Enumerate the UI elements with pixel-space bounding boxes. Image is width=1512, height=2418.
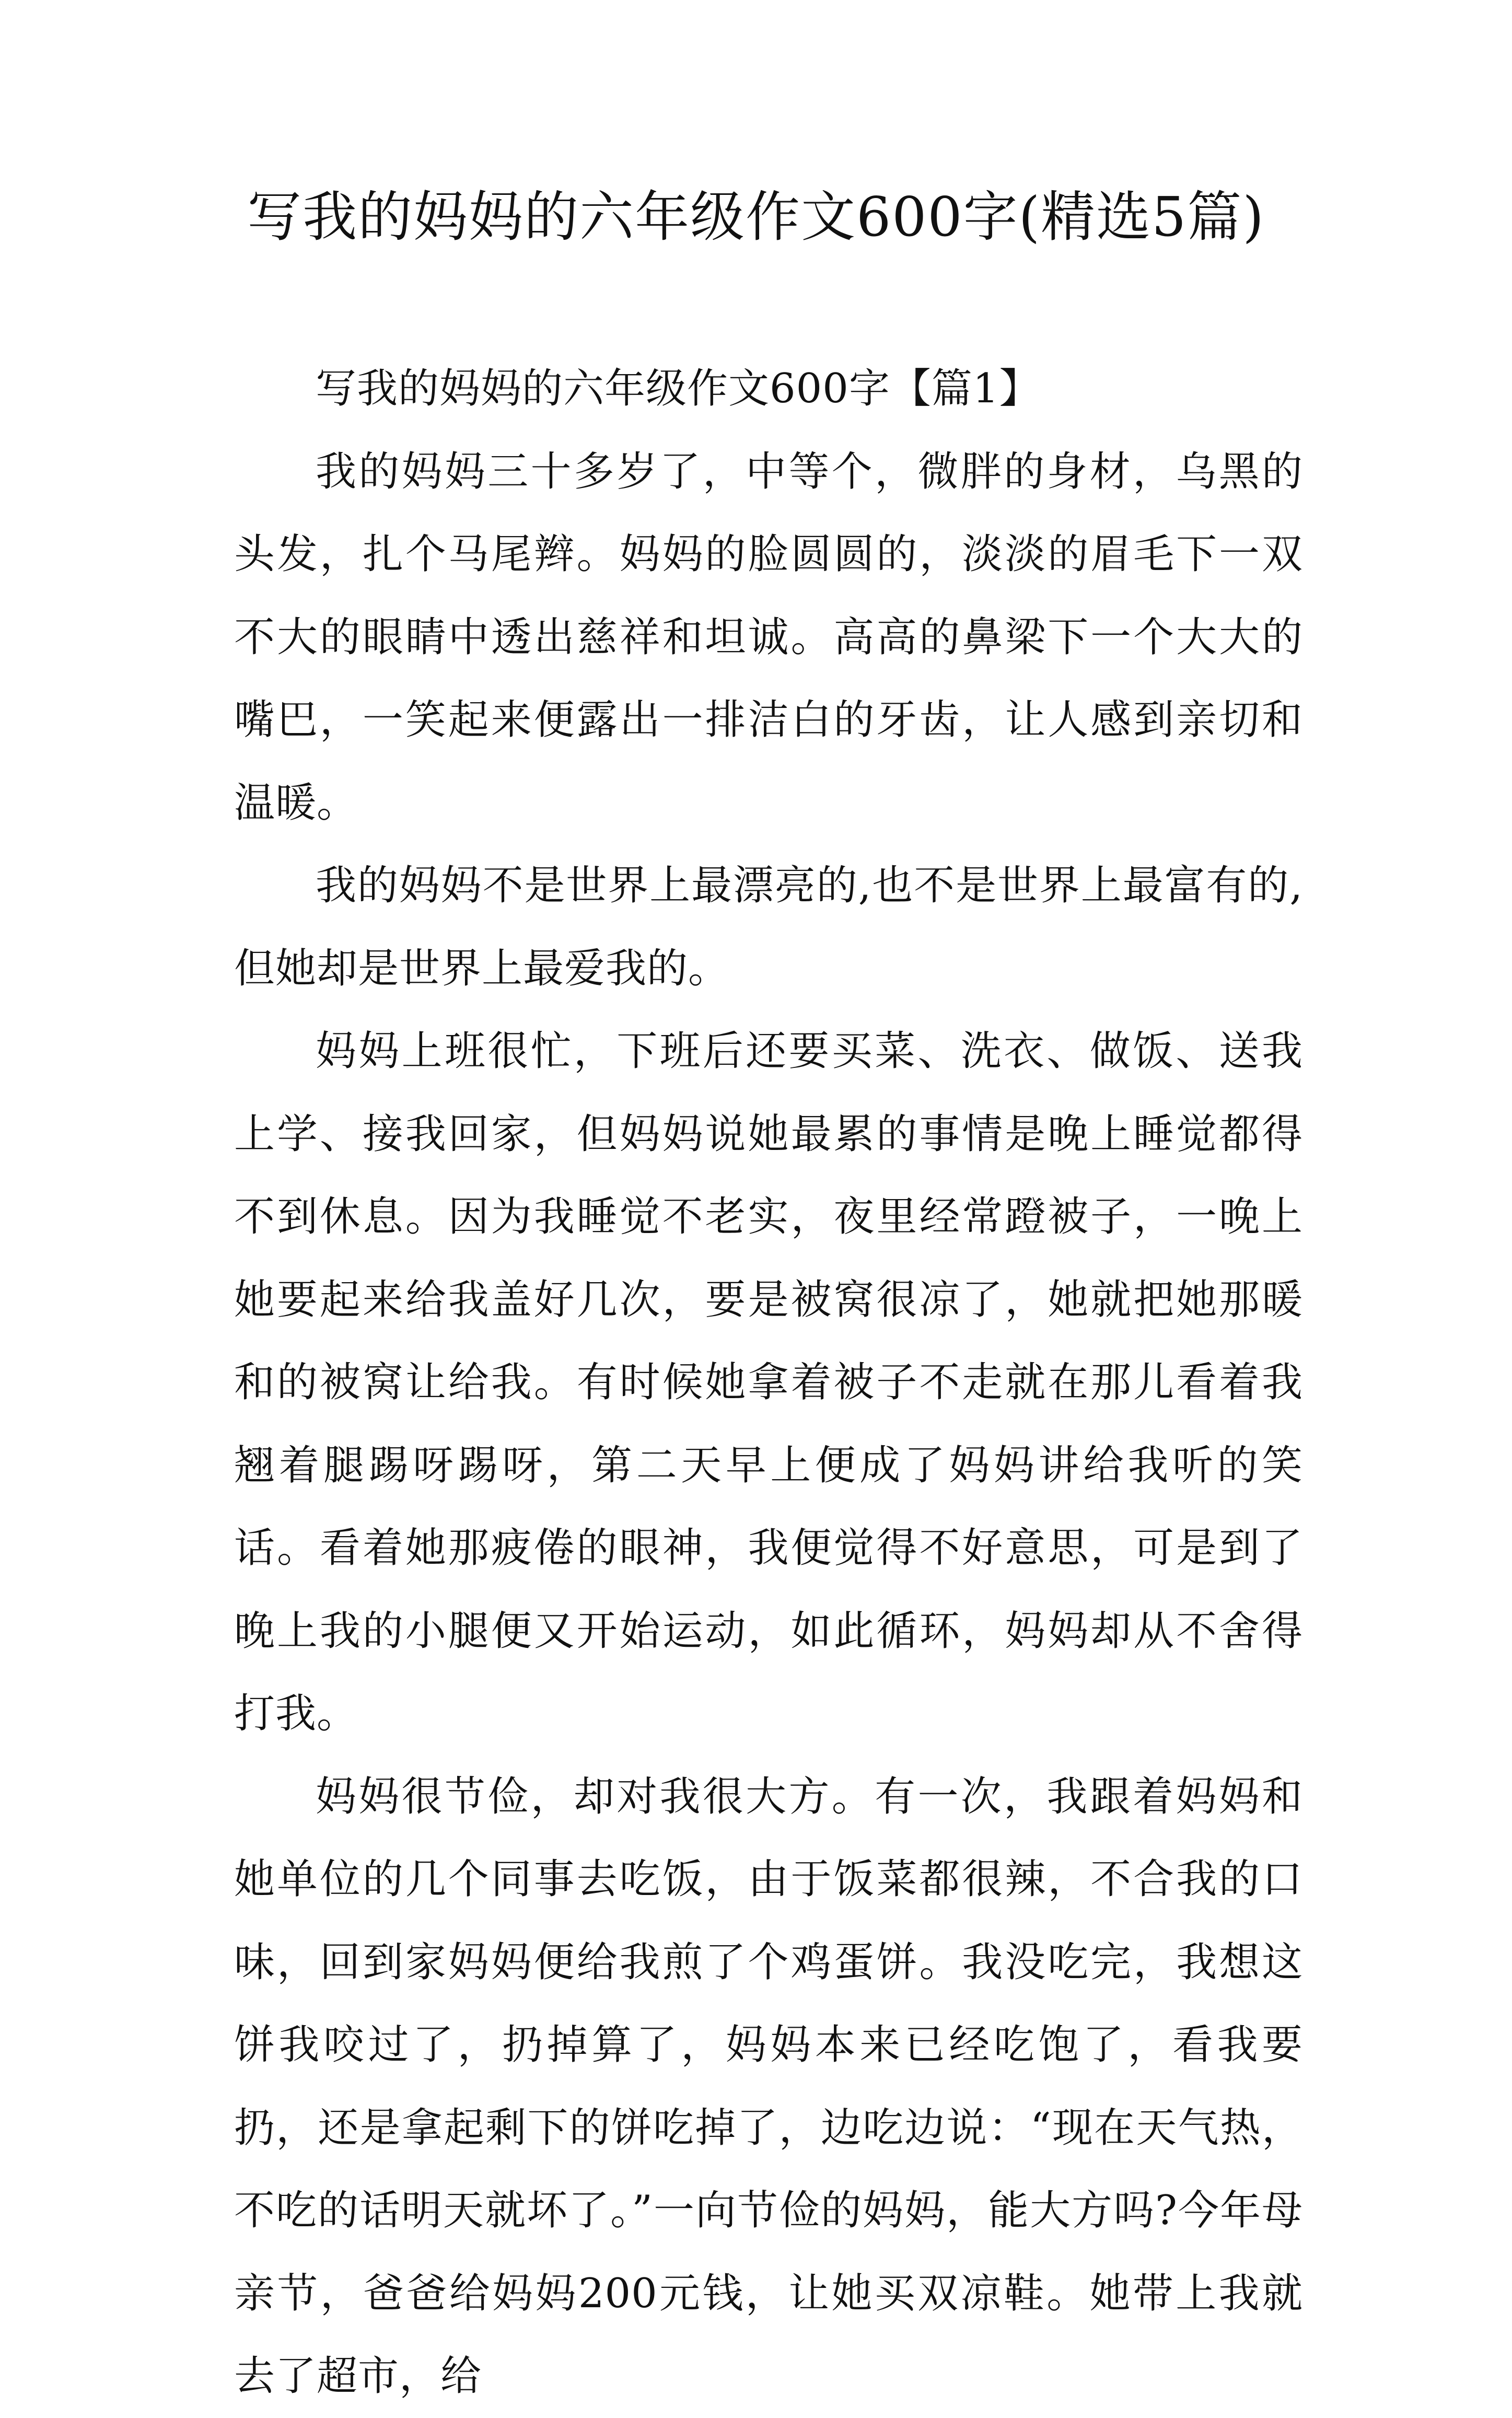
paragraph: 妈妈很节俭，却对我很大方。有一次，我跟着妈妈和她单位的几个同事去吃饭，由于饭菜都很辣，不合我的口味，回到家妈妈便给我煎了个鸡蛋饼。我没吃完，我想这饼我咬过了，扔掉算了，妈妈本来已经吃饱了，看我要扔，还是拿起剩下的饼吃掉了，边吃边说：“现在天气热，不吃的话明天就坏了。”一向节俭的妈妈，能大方吗?今年母亲节，爸爸给妈妈200元钱，让她买双凉鞋。她带上我就去了超市，给	[234, 1773, 1303, 2400]
paragraph: 我的妈妈三十多岁了，中等个，微胖的身材，乌黑的头发，扎个马尾辫。妈妈的脸圆圆的，淡淡的眉毛下一双不大的眼睛中透出慈祥和坦诚。高高的鼻梁下一个大大的嘴巴，一笑起来便露出一排洁白的牙齿，让人感到亲切和温暖。	[234, 448, 1303, 827]
section-heading: 写我的妈妈的六年级作文600字【篇1】	[316, 365, 1041, 412]
paragraph: 妈妈上班很忙，下班后还要买菜、洗衣、做饭、送我上学、接我回家，但妈妈说她最累的事情是晚上睡觉都得不到休息。因为我睡觉不老实，夜里经常蹬被子，一晚上她要起来给我盖好几次，要是被窝很凉了，她就把她那暖和的被窝让给我。有时候她拿着被子不走就在那儿看着我翘着腿踢呀踢呀，第二天早上便成了妈妈讲给我听的笑话。看着她那疲倦的眼神，我便觉得不好意思，可是到了晚上我的小腿便又开始运动，如此循环，妈妈却从不舍得打我。	[234, 1028, 1303, 1737]
paragraph: 我的妈妈不是世界上最漂亮的,也不是世界上最富有的,但她却是世界上最爱我的。	[234, 862, 1303, 992]
document-title: 写我的妈妈的六年级作文600字(精选5篇)	[247, 185, 1265, 249]
document-body	[234, 347, 1303, 2418]
